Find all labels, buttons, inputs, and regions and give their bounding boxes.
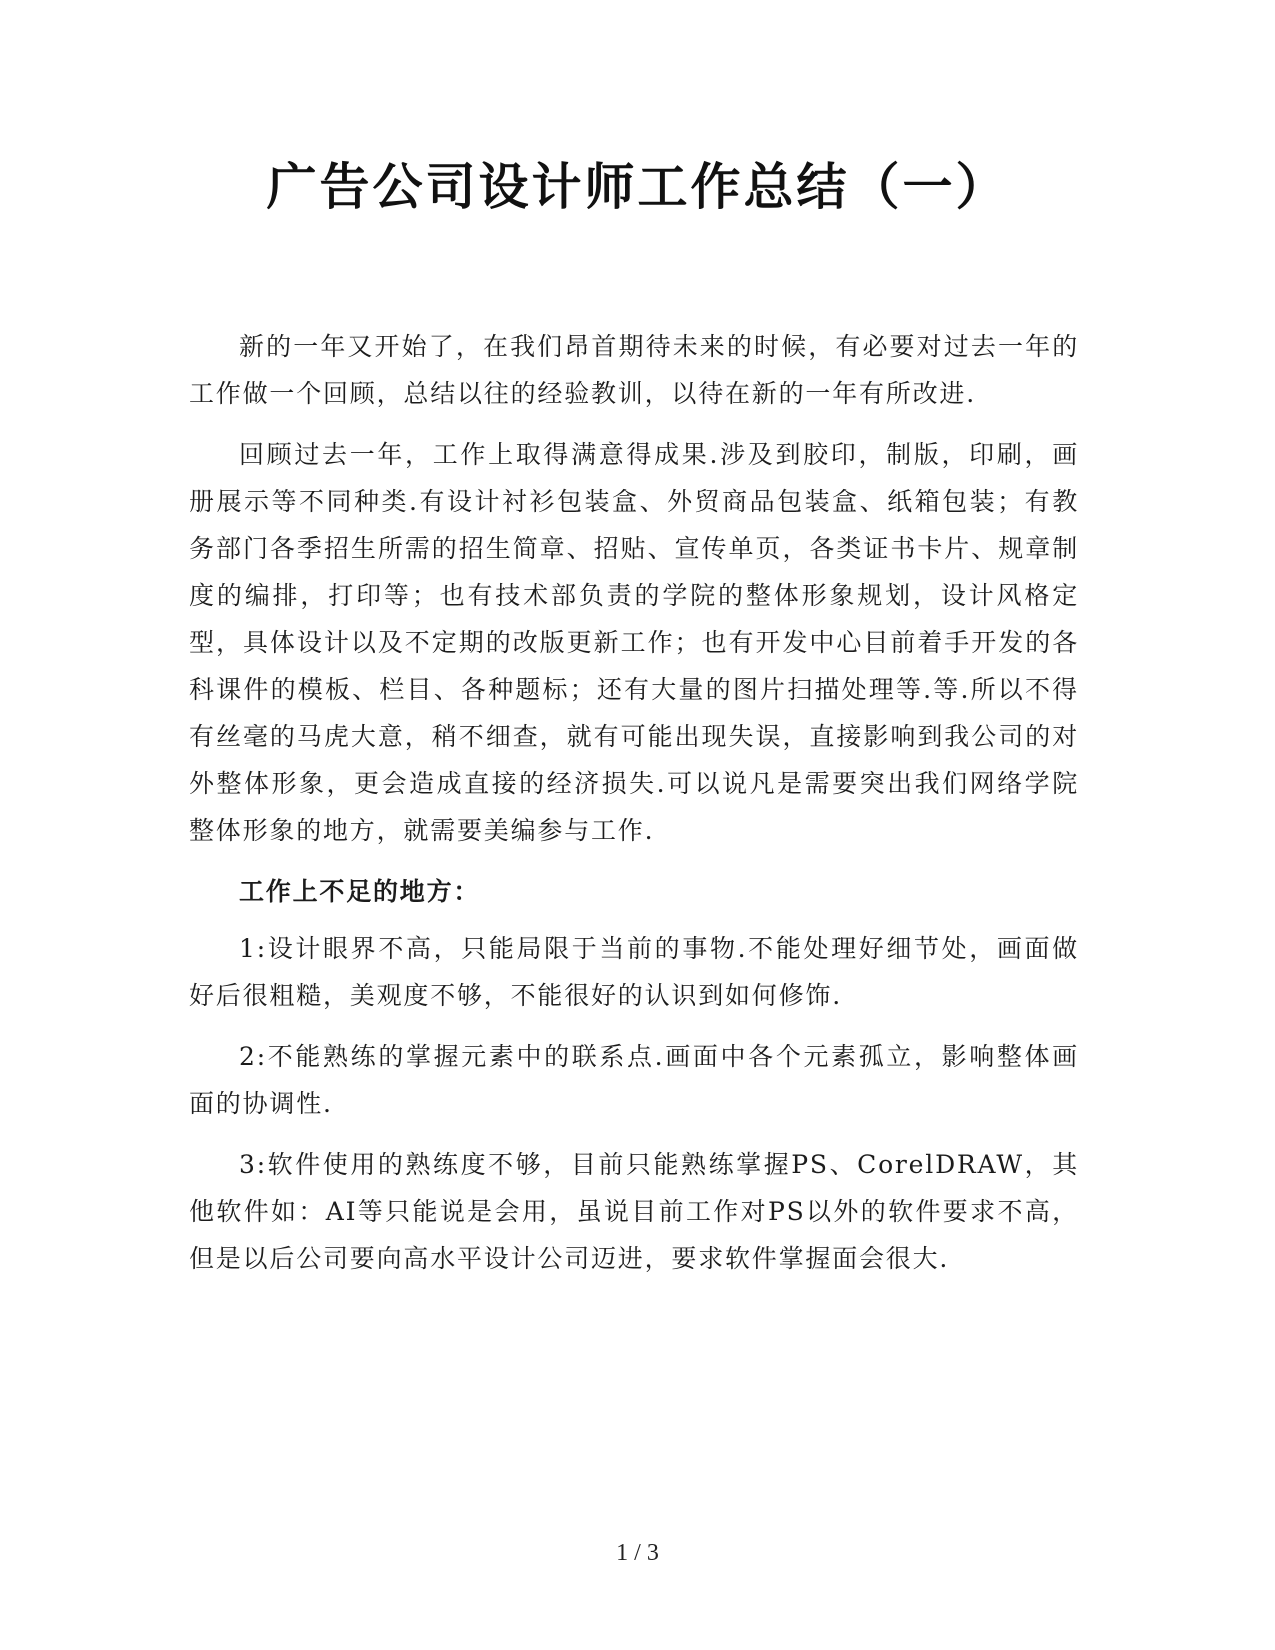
review-paragraph: 回顾过去一年，工作上取得满意得成果.涉及到胶印，制版，印刷，画册展示等不同种类.有设计衬衫包装盒、外贸商品包装盒、纸箱包装；有教务部门各季招生所需的招生简章、招贴、宣传单页，各类证书卡片、规章制度的编排，打印等；也有技术部负责的学院的整体形象规划，设计风格定型，具体设计以及不定期的改版更新工作；也有开发中心目前着手开发的各科课件的模板、栏目、各种题标；还有大量的图片扫描处理等.等.所以不得有丝毫的马虎大意，稍不细查，就有可能出现失误，直接影响到我公司的对外整体形象，更会造成直接的经济损失.可以说凡是需要突出我们网络学院整体形象的地方，就需要美编参与工作. (189, 440, 1079, 845)
intro-paragraph: 新的一年又开始了，在我们昂首期待未来的时候，有必要对过去一年的工作做一个回顾，总结以往的经验教训，以待在新的一年有所改进. (189, 332, 1079, 408)
document-body (189, 323, 1079, 1296)
shortcoming-item-2: 2:不能熟练的掌握元素中的联系点.画面中各个元素孤立，影响整体画面的协调性. (189, 1042, 1079, 1118)
document-title: 广告公司设计师工作总结（一） (266, 157, 1009, 216)
shortcoming-item-1: 1:设计眼界不高，只能局限于当前的事物.不能处理好细节处，画面做好后很粗糙，美观度不够，不能很好的认识到如何修饰. (189, 934, 1079, 1010)
section-heading: 工作上不足的地方： (239, 877, 481, 906)
page-number: 1 / 3 (616, 1540, 659, 1566)
shortcoming-item-3: 3:软件使用的熟练度不够，目前只能熟练掌握PS、CorelDRAW，其他软件如：AI等只能说是会用，虽说目前工作对PS以外的软件要求不高，但是以后公司要向高水平设计公司迈进，要求软件掌握面会很大. (189, 1150, 1079, 1273)
